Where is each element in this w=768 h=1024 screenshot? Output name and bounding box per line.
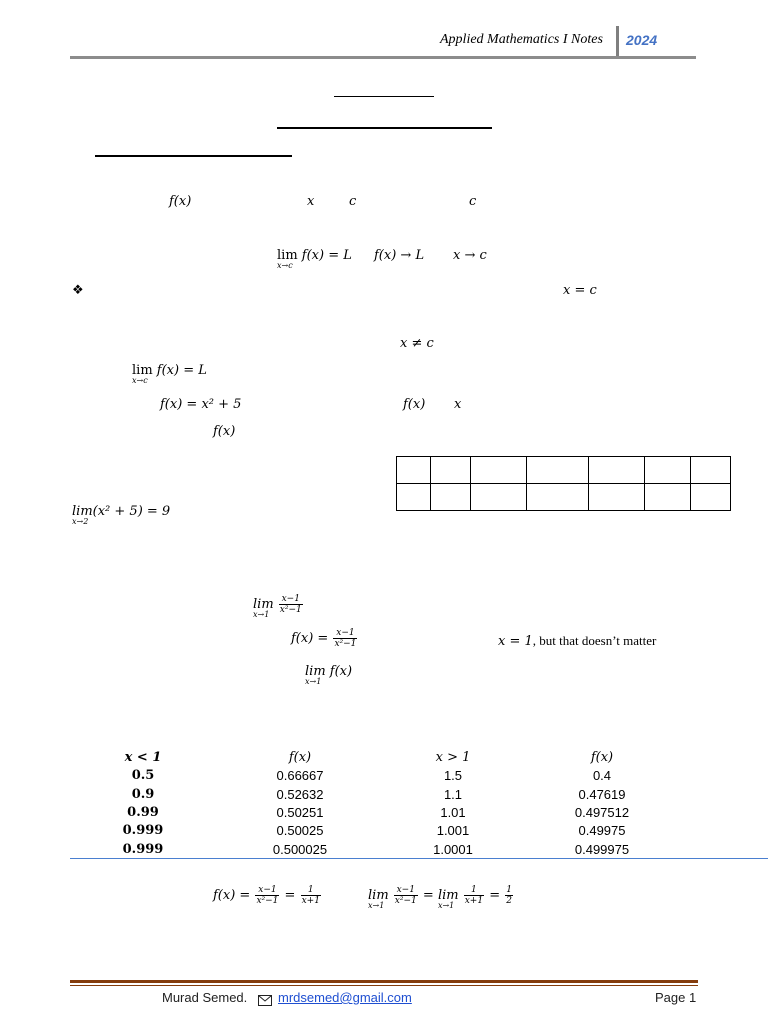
lim-subscript: x→c (277, 261, 293, 270)
example-x-word: x (454, 397, 462, 412)
table-cell: 0.52632 (276, 786, 324, 802)
fraction: $\frac{1}{x+1}$ (464, 885, 484, 906)
envelope-icon (258, 991, 272, 1010)
table-cell: 1.001 (436, 823, 470, 839)
table-cell: 0.5 (131, 768, 155, 784)
table-cell: 0.999 (122, 823, 164, 839)
table-cell: 0.99 (127, 804, 159, 820)
table-header-cell: x > 1 (435, 750, 471, 765)
empty-value-table (396, 456, 731, 511)
table-cell: 1.1 (443, 786, 463, 802)
footer-rule-thin (70, 985, 698, 986)
lim-subscript: x→2 (72, 517, 89, 526)
table-cell: 0.9 (131, 786, 155, 802)
header-rule (70, 56, 696, 59)
title-underline (334, 96, 434, 97)
footer-author: Murad Semed. (162, 990, 248, 1005)
example-fx-word2: f(x) (213, 424, 236, 439)
lim-subscript: x→1 (368, 901, 385, 910)
footer-email-link[interactable]: mrdsemed@gmail.com (278, 990, 412, 1005)
header-title: Applied Mathematics I Notes (440, 32, 603, 47)
fraction: $\frac{1}{2}$ (506, 885, 512, 906)
fraction: $\frac{x-1}{\text{x²−1}}$ (334, 628, 357, 649)
lim-operator: lim (305, 664, 326, 679)
lim-subscript: x→1 (305, 677, 322, 686)
section-underline (95, 155, 292, 157)
table-cell: 0.47619 (578, 786, 626, 802)
lim-operator: lim (277, 248, 298, 263)
x-equals-c: x = c (563, 283, 597, 298)
lim-operator: lim (132, 363, 153, 378)
table-row (397, 484, 731, 511)
fraction: $\frac{x-1}{\text{x²−1}}$ (256, 885, 279, 906)
table-cell: 0.50025 (276, 823, 324, 839)
table-header-cell: x < 1 (124, 750, 162, 765)
table-header-cell: f(x) (590, 750, 614, 765)
fraction: $\frac{x-1}{\text{x²−1}}$ (279, 594, 302, 615)
simplified-limit: lim x→1 $\frac{x-1}{\text{x²−1}}$ = lim x→1 $\frac{1}{x+1}$ = $\frac{1}{2}$ (368, 885, 512, 910)
footer-page-number: Page 1 (655, 990, 697, 1005)
limit-x-to-2 (72, 504, 171, 526)
def-c: c (349, 194, 357, 209)
lim-body: f(x) (329, 664, 353, 679)
limit-fraction (253, 594, 304, 619)
table-cell: 1.0001 (433, 841, 473, 857)
arrow-xc: x → c (453, 248, 487, 263)
lim-subscript: x→1 (253, 610, 270, 619)
arrow-fx: f(x) → L (374, 248, 425, 263)
fraction: $\frac{1}{x+1}$ (301, 885, 320, 906)
lim-body: (x² + 5) = 9 (92, 504, 171, 519)
table-cell: 0.49975 (578, 823, 626, 839)
table-cell: 1.01 (440, 804, 466, 820)
lim-operator: lim (437, 888, 459, 903)
limit-fx (305, 664, 353, 686)
fx-equals: f(x) = (291, 631, 329, 646)
table-cell: 0.4 (592, 768, 612, 784)
example-fx-word: f(x) (403, 397, 426, 412)
table-cell: 0.499975 (574, 841, 630, 857)
table-divider (70, 858, 768, 859)
lim-operator: lim (253, 597, 274, 612)
table-cell: 0.66667 (276, 768, 324, 784)
def-x: x (307, 194, 315, 209)
header-year: 2024 (626, 32, 658, 48)
example-function: f(x) = x² + 5 (160, 397, 242, 412)
def-c2: c (469, 194, 477, 209)
limit-statement (132, 363, 207, 385)
footer-rule-thick (70, 980, 698, 983)
table-cell: 0.500025 (272, 841, 328, 857)
lim-body: f(x) = L (301, 248, 352, 263)
table-header-cell: f(x) (288, 750, 312, 765)
simplified-function: f(x) = $\frac{x-1}{\text{x²−1}}$ = $\frac{1}{x+1}$ (213, 885, 320, 906)
table-row (397, 457, 731, 484)
limit-notation (277, 248, 352, 270)
fx-fraction (291, 628, 358, 649)
fraction: $\frac{x-1}{\text{x²−1}}$ (394, 885, 417, 906)
subtitle-underline (277, 127, 492, 129)
table-cell: 0.999 (122, 841, 164, 857)
diamond-bullet-icon: ❖ (72, 283, 84, 298)
lim-subscript: x→c (132, 376, 148, 385)
table-cell: 1.5 (443, 768, 463, 784)
def-fx: f(x) (169, 194, 192, 209)
table-cell: 0.497512 (574, 804, 630, 820)
table-cell: 0.50251 (276, 804, 324, 820)
header-separator (616, 26, 619, 56)
lim-operator: lim (72, 504, 93, 519)
undefined-note: x = 1, but that doesn’t matter (498, 633, 657, 649)
x-not-equal-c: x ≠ c (400, 336, 434, 351)
lim-body: f(x) = L (156, 363, 207, 378)
lim-subscript: x→1 (437, 901, 455, 910)
lim-operator: lim (368, 888, 389, 903)
